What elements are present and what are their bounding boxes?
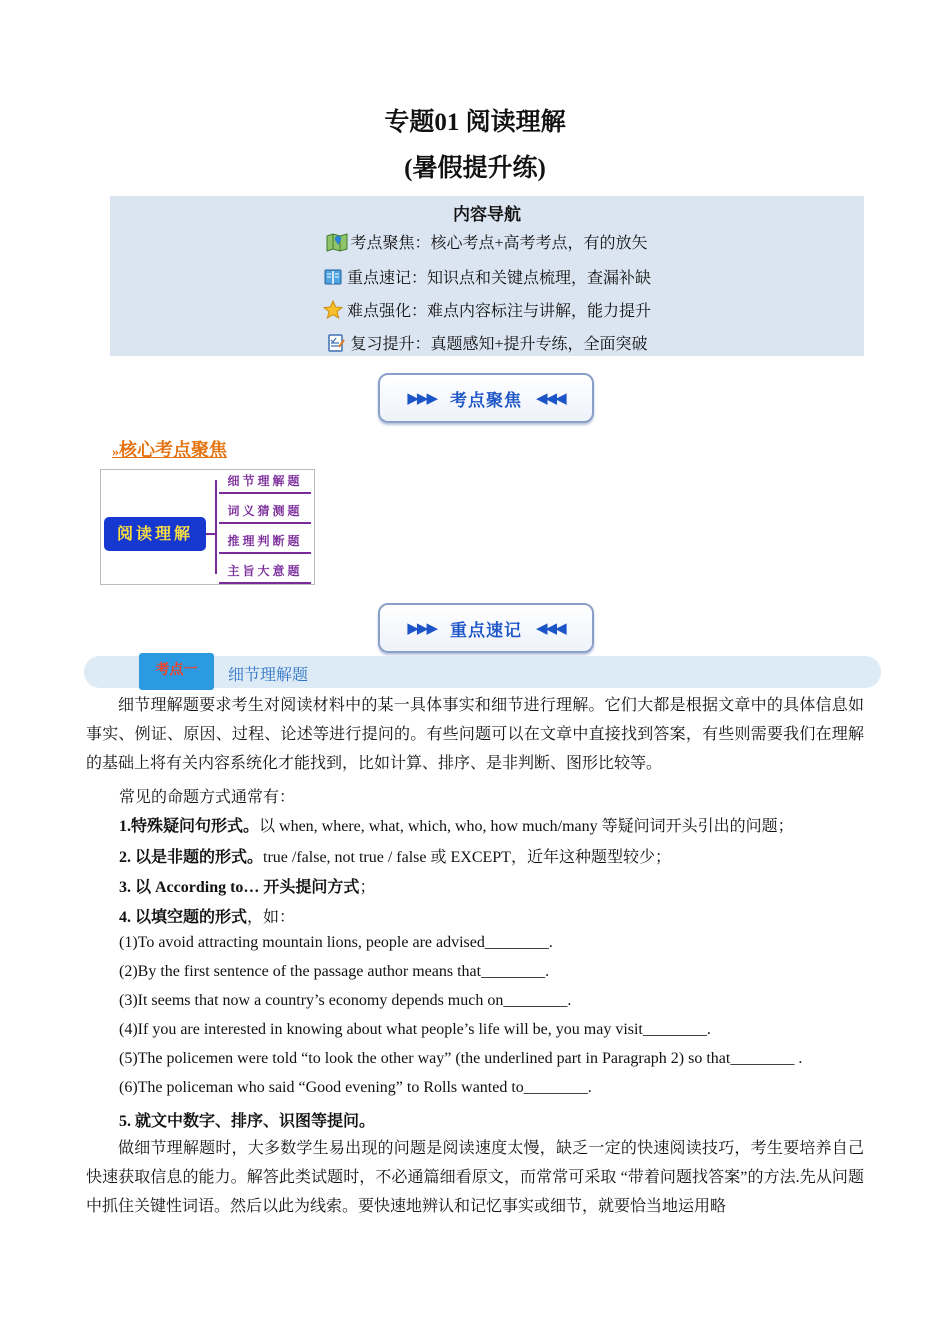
content-navigation-box [110,196,864,356]
list-item: 5. 就文中数字、排序、识图等提问。 [119,1113,376,1130]
mindmap [100,469,315,585]
core-focus-heading [112,436,227,462]
nav-item-text: 重点速记：知识点和关键点梳理，查漏补缺 [346,270,651,287]
list-item: 1.特殊疑问句形式。以 when, where, what, which, who, how much/many 等疑问词开头引出的问题； [119,818,794,835]
right-arrows-icon: ▶▶▶ [407,619,436,637]
mindmap-connector [206,533,216,535]
page-subtitle: (暑假提升练) [404,155,546,182]
book-icon [323,267,343,287]
core-focus-text: 核心考点聚焦 [119,440,227,460]
checklist-icon [326,333,346,353]
example-line: (6)The policeman who said “Good evening” to Rolls wanted to________. [119,1079,592,1096]
nav-item-keypoints [110,265,864,288]
example-line: (5)The policemen were told “to look the other way” (the underlined part in Paragraph 2) so that________ . [119,1050,803,1067]
nav-heading: 内容导航 [453,205,521,224]
mindmap-branch: 主旨大意题 [219,560,311,584]
common-forms-label: 常见的命题方式通常有： [119,789,296,806]
map-icon [326,232,346,252]
nav-item-focus [110,230,864,253]
mindmap-center: 阅读理解 [104,517,206,551]
left-arrows-icon: ◀◀◀ [536,619,565,637]
banner-label: 考点聚焦 [450,390,522,411]
mindmap-connector [215,480,217,574]
mindmap-branch: 细节理解题 [219,470,311,494]
paragraph-intro: 细节理解题要求考生对阅读材料中的某一具体事实和细节进行理解。它们大都是根据文章中的具体信息如事实、例证、原因、过程、论述等进行提问的。有些问题可以在文章中直接找到答案，有些则需要我们在理解的基础上将有关内容系统化才能找到，比如计算、排序、是非判断、图形比较等。 [86,697,864,772]
nav-item-text: 复习提升：真题感知+提升专练，全面突破 [350,336,648,353]
right-arrows-icon: ▶▶▶ [407,389,436,407]
example-line: (1)To avoid attracting mountain lions, people are advised________. [119,934,553,951]
kaodian-title: 细节理解题 [228,665,309,684]
mindmap-branch: 词义猜测题 [219,500,311,524]
left-arrows-icon: ◀◀◀ [536,389,565,407]
paragraph-method: 做细节理解题时，大多数学生易出现的问题是阅读速度太慢，缺乏一定的快速阅读技巧，考生要培养自己快速获取信息的能力。解答此类试题时，不必通篇细看原文，而常常可采取 “带着问题找答案”的方法.先从问题中抓住关键性词语。然后以此为线索。要快速地辨认和记忆事实或细节，就要恰当地运用略 [86,1140,864,1215]
section-banner-focus [378,373,594,423]
nav-item-review [110,331,864,354]
list-item: 3. 以 According to… 开头提问方式； [119,879,376,896]
mindmap-branch: 推理判断题 [219,530,311,554]
example-line: (2)By the first sentence of the passage author means that________. [119,963,550,980]
page-title: 专题01 阅读理解 [384,109,566,136]
banner-label: 重点速记 [450,620,522,641]
nav-item-text: 考点聚焦：核心考点+高考考点，有的放矢 [350,235,648,252]
kaodian-tag: 考点一 [139,653,214,690]
list-item: 2. 以是非题的形式。true /false, not true / false 或 EXCEPT，近年这种题型较少； [119,849,671,866]
star-icon [323,300,343,320]
list-item: 4. 以填空题的形式，如： [119,909,296,926]
section-banner-keypoints [378,603,594,653]
example-line: (3)It seems that now a country’s economy depends much on________. [119,992,572,1009]
nav-item-text: 难点强化：难点内容标注与讲解，能力提升 [346,303,651,320]
nav-item-difficulty [110,298,864,321]
example-line: (4)If you are interested in knowing about what people’s life will be, you may visit________. [119,1021,711,1038]
double-chevron-icon: » [112,445,119,460]
